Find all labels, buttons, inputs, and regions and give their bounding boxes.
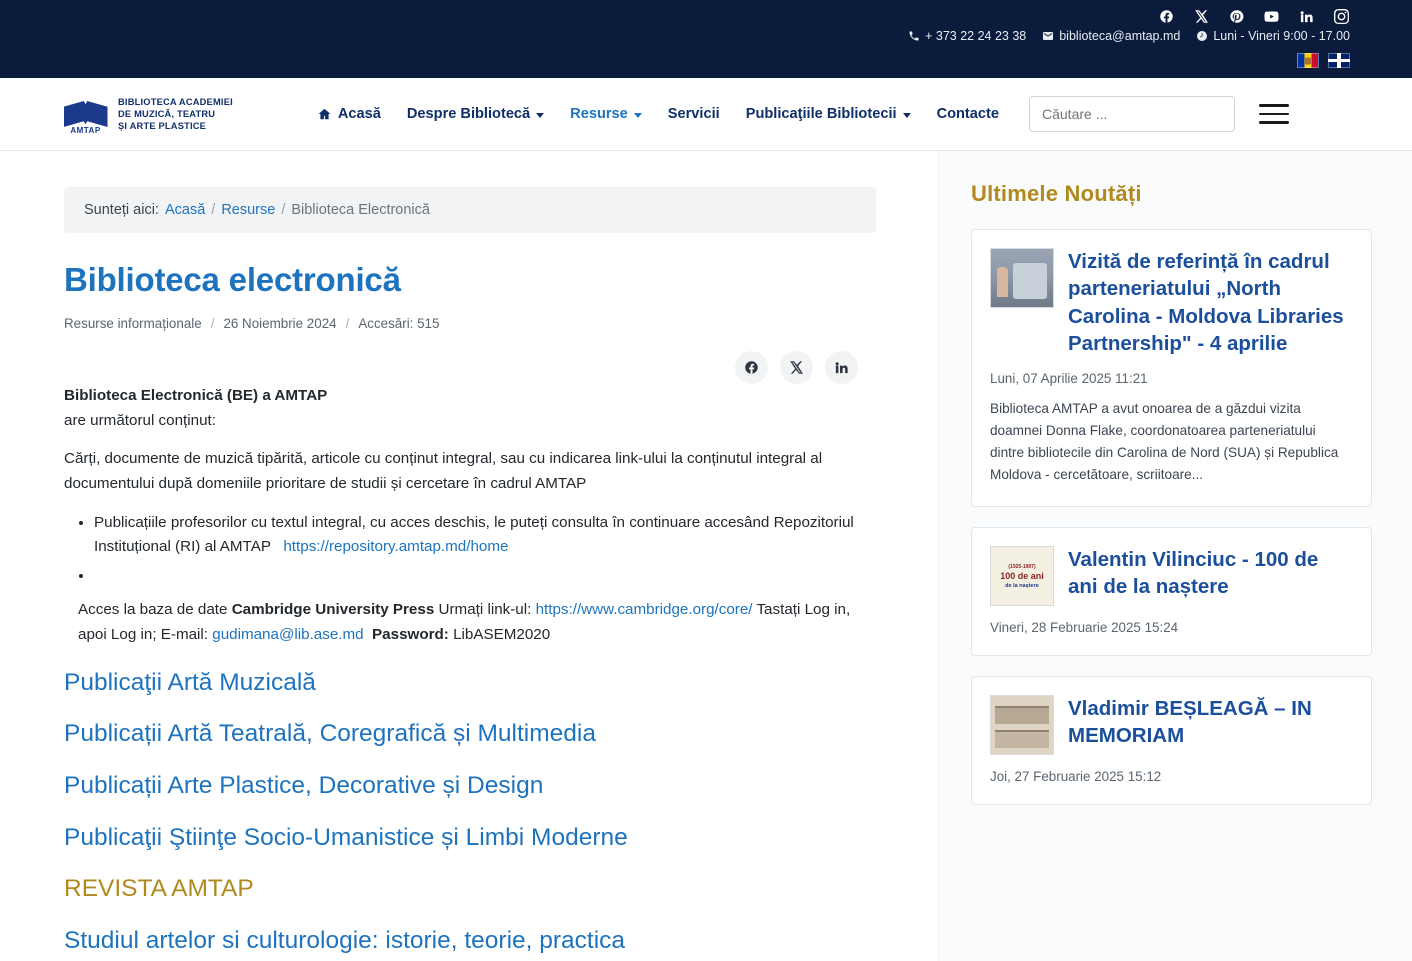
news-date-2: Vineri, 28 Februarie 2025 15:24 xyxy=(990,620,1179,636)
db-password: LibASEM2020 xyxy=(453,626,551,643)
content-list xyxy=(64,511,876,589)
breadcrumb-item-resurse[interactable]: Resurse xyxy=(221,202,276,218)
database-paragraph xyxy=(64,598,876,647)
phone-info[interactable] xyxy=(908,29,1026,43)
language-switcher xyxy=(62,46,1350,68)
pinterest-icon[interactable] xyxy=(1228,8,1245,25)
chevron-down-icon xyxy=(903,113,911,118)
news-excerpt-1: Biblioteca AMTAP a avut onoarea de a găzdui vizita doamnei Donna Flake, coordonatoarea parteneriatului dintre bibliotecile din Carolina de Nord (SUA) și Republica Moldova - cercetătoare, scriitoare... xyxy=(990,401,1339,483)
brand-line-2: DE MUZICĂ, TEATRU xyxy=(118,108,216,119)
amtap-logo-icon xyxy=(62,94,109,134)
flag-moldova-icon[interactable] xyxy=(1297,53,1319,68)
sidebar xyxy=(938,151,1412,961)
link-publicatii-arte-plastice[interactable]: Publicații Arte Plastice, Decorative și Design xyxy=(64,771,544,799)
breadcrumb-label: Sunteți aici: xyxy=(84,202,159,218)
site-logo[interactable] xyxy=(62,94,233,134)
email-info[interactable] xyxy=(1042,29,1180,43)
clock-icon xyxy=(1196,30,1208,42)
facebook-icon[interactable] xyxy=(1158,8,1175,25)
nav-item-despre-biblioteca[interactable] xyxy=(407,106,544,122)
nav-label-servicii: Servicii xyxy=(667,106,720,122)
email-address: biblioteca@amtap.md xyxy=(1059,29,1181,43)
link-studiul-artelor[interactable]: Studiul artelor si culturologie: istorie, teorie, practica xyxy=(64,926,626,954)
share-facebook-icon[interactable] xyxy=(735,351,768,384)
phone-icon xyxy=(908,30,920,42)
share-buttons xyxy=(64,351,876,384)
envelope-icon xyxy=(1042,30,1054,42)
breadcrumb xyxy=(64,187,876,233)
intro-strong: Biblioteca Electronică (BE) a AMTAP xyxy=(64,387,328,404)
db-after: Tastați Log in, apoi Log in; E-mail: xyxy=(78,601,851,643)
search-container xyxy=(1029,96,1235,132)
flag-english-icon[interactable] xyxy=(1328,53,1350,68)
news-date-1: Luni, 07 Aprilie 2025 11:21 xyxy=(990,371,1148,386)
meta-separator: / xyxy=(345,316,350,331)
page-title: Biblioteca electronică xyxy=(64,261,401,298)
chevron-down-icon xyxy=(634,113,642,118)
nav-label-contacte: Contacte xyxy=(936,106,999,122)
news-title-2[interactable]: Valentin Vilinciuc - 100 de ani de la naștere xyxy=(1068,548,1319,599)
nav-item-resurse[interactable] xyxy=(570,106,642,122)
list-item xyxy=(94,511,876,560)
news-date-3: Joi, 27 Februarie 2025 15:12 xyxy=(990,769,1162,785)
nav-label-publicatii: Publicaţiile Bibliotecii xyxy=(745,106,897,122)
home-icon xyxy=(317,107,332,121)
intro-after: are următorul conținut: xyxy=(64,411,216,429)
repository-link[interactable]: https://repository.amtap.md/home xyxy=(283,538,509,556)
youtube-icon[interactable] xyxy=(1263,8,1280,25)
nav-label-despre-biblioteca: Despre Bibliotecă xyxy=(406,106,531,122)
link-revista-amtap[interactable]: REVISTA AMTAP xyxy=(64,875,254,903)
brand-line-3: ȘI ARTE PLASTICE xyxy=(118,121,207,132)
nav-label-resurse: Resurse xyxy=(570,106,628,122)
news-header xyxy=(990,546,1353,606)
cambridge-link[interactable]: https://www.cambridge.org/core/ xyxy=(535,601,753,619)
sidebar-title: Ultimele Noutăți xyxy=(971,181,1142,206)
poster-headline: 100 de ani xyxy=(1000,570,1044,581)
db-email-link[interactable]: gudimana@lib.ase.md xyxy=(212,626,364,643)
db-prefix: Acces la baza de date xyxy=(78,601,228,619)
meta-separator: / xyxy=(210,316,215,331)
nav-label-acasa: Acasă xyxy=(337,106,381,122)
bullet-text: Publicațiile profesorilor cu textul integral, cu acces deschis, le puteți consulta în continuare accesând Repozitoriul Instituțional (RI) al AMTAP xyxy=(94,513,854,556)
linkedin-icon[interactable] xyxy=(1298,8,1315,25)
nav-item-servicii[interactable] xyxy=(668,106,720,122)
news-header xyxy=(990,695,1353,755)
list-item-empty xyxy=(94,564,876,589)
main-navigation xyxy=(317,106,999,122)
news-title-3[interactable]: Vladimir BEȘLEAGĂ – IN MEMORIAM xyxy=(1068,697,1312,748)
news-thumbnail xyxy=(990,248,1054,308)
nav-item-contacte[interactable] xyxy=(937,106,999,122)
news-thumbnail xyxy=(990,695,1054,755)
phone-number: + 373 22 24 23 38 xyxy=(925,29,1027,43)
breadcrumb-current: Biblioteca Electronică xyxy=(291,202,430,218)
logo-text: AMTAP xyxy=(70,126,101,135)
breadcrumb-separator: / xyxy=(281,202,286,218)
instagram-icon[interactable] xyxy=(1333,8,1350,25)
poster-subline: de la naștere xyxy=(1005,582,1039,589)
breadcrumb-item-acasa[interactable]: Acasă xyxy=(164,202,206,218)
main-content xyxy=(0,151,938,961)
article-category: Resurse informaționale xyxy=(64,316,202,331)
brand-name xyxy=(118,96,233,133)
social-links xyxy=(62,0,1350,26)
news-item-2[interactable] xyxy=(971,527,1372,656)
article-meta xyxy=(64,316,876,331)
article-date: 26 Noiembrie 2024 xyxy=(223,316,337,331)
hamburger-menu-icon[interactable] xyxy=(1259,104,1289,123)
news-item-3[interactable] xyxy=(971,676,1372,805)
article-hits: Accesări: 515 xyxy=(358,316,440,331)
brand-line-1: BIBLIOTECA ACADEMIEI xyxy=(118,96,233,107)
contact-info xyxy=(62,26,1350,46)
share-x-icon[interactable] xyxy=(780,351,813,384)
hours-text: Luni - Vineri 9:00 - 17.00 xyxy=(1213,29,1350,43)
page-body xyxy=(0,151,1412,961)
chevron-down-icon xyxy=(536,113,544,118)
content-paragraph-1: Cărți, documente de muzică tipărită, articole cu conținut integral, sau cu indicarea link-ului la conținutul integral al documentului după domeniile prioritare de studii și cercetare în cadrul AMTAP xyxy=(64,450,823,492)
top-utility-bar xyxy=(0,0,1412,78)
link-publicatii-arta-teatrala[interactable]: Publicații Artă Teatrală, Coregrafică și Multimedia xyxy=(64,720,596,748)
db-name: Cambridge University Press xyxy=(231,601,435,619)
news-item-1[interactable] xyxy=(971,229,1372,507)
site-header xyxy=(0,78,1412,151)
db-password-label: Password: xyxy=(372,626,449,643)
news-header xyxy=(990,248,1353,357)
db-follow: Urmați link-ul: xyxy=(438,601,532,619)
poster-years: (1925-1997) xyxy=(1008,563,1036,570)
breadcrumb-separator: / xyxy=(211,202,216,218)
article-body xyxy=(64,384,876,961)
link-publicatii-arta-muzicala[interactable]: Publicaţii Artă Muzicală xyxy=(64,668,316,696)
news-title-1[interactable]: Vizită de referință în cadrul parteneriatului „North Carolina - Moldova Libraries Partnership" - 4 aprilie xyxy=(1068,250,1344,355)
nav-item-acasa[interactable] xyxy=(317,106,381,122)
x-twitter-icon[interactable] xyxy=(1193,8,1210,25)
hours-info xyxy=(1196,29,1350,43)
intro-paragraph xyxy=(64,384,876,433)
link-publicatii-stiinte-socio-umanistice[interactable]: Publicaţii Ştiinţe Socio-Umanistice și Limbi Moderne xyxy=(64,823,628,851)
nav-item-publicatiile-bibliotecii[interactable] xyxy=(746,106,911,122)
search-input[interactable] xyxy=(1029,96,1235,132)
share-linkedin-icon[interactable] xyxy=(825,351,858,384)
news-thumbnail xyxy=(990,546,1054,606)
